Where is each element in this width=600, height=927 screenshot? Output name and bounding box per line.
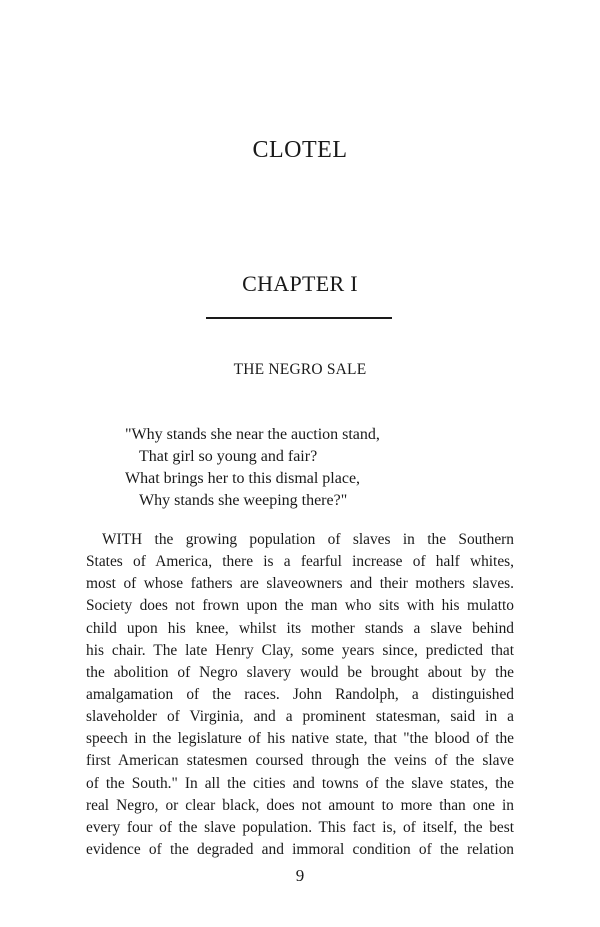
- verse-line: "Why stands she near the auction stand,: [125, 426, 380, 443]
- paragraph-line: amalgamation of the races. John Randolph, a distinguished: [86, 685, 514, 703]
- paragraph-line: every four of the slave population. This fact is, of itself, the best: [86, 818, 514, 836]
- paragraph-line: the abolition of Negro slavery would be brought about by the: [86, 663, 514, 681]
- paragraph-line: first American statesmen coursed through the veins of the slave: [86, 752, 514, 770]
- paragraph-line: slaveholder of Virginia, and a prominent statesman, said in a: [86, 708, 514, 726]
- verse-line: What brings her to this dismal place,: [125, 470, 361, 487]
- body-paragraph: [86, 529, 514, 861]
- paragraph-line: States of America, there is a fearful increase of half whites,: [86, 553, 514, 571]
- chapter-divider: [206, 317, 392, 319]
- paragraph-line: WITH the growing population of slaves in the Southern: [102, 531, 514, 548]
- paragraph-line: his chair. The late Henry Clay, some years since, predicted that: [86, 641, 514, 659]
- epigraph-verse: [125, 424, 485, 512]
- paragraph-line: of the South." In all the cities and towns of the slave states, the: [86, 774, 514, 792]
- paragraph-line: evidence of the degraded and immoral condition of the relation: [86, 840, 514, 858]
- book-title: CLOTEL: [252, 137, 348, 163]
- chapter-title: CHAPTER I: [242, 271, 358, 296]
- paragraph-line: speech in the legislature of his native state, that "the blood of the: [86, 730, 514, 748]
- chapter-subtitle: THE NEGRO SALE: [233, 361, 367, 378]
- paragraph-line: Society does not frown upon the man who sits with his mulatto: [86, 597, 514, 615]
- paragraph-line: child upon his knee, whilst its mother stands a slave behind: [86, 619, 514, 637]
- verse-line: Why stands she weeping there?": [139, 492, 348, 509]
- verse-line: That girl so young and fair?: [139, 448, 318, 465]
- page-number: 9: [295, 866, 305, 885]
- paragraph-line: real Negro, or clear black, does not amount to more than one in: [86, 796, 514, 814]
- paragraph-line: most of whose fathers are slaveowners and their mothers slaves.: [86, 575, 514, 593]
